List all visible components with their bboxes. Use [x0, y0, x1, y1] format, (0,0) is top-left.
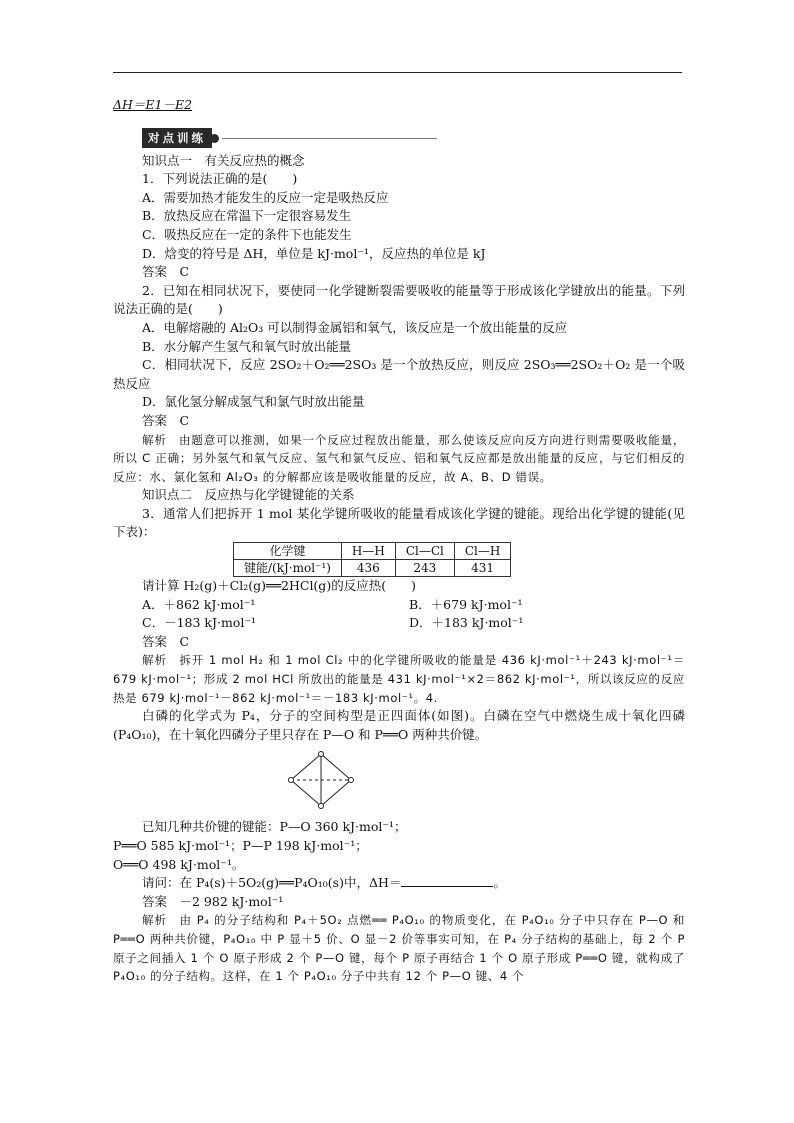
table-cell: Cl—Cl — [395, 543, 454, 560]
q4-stem: 白磷的化学式为 P₄，分子的空间构型是正四面体(如图)。白磷在空气中燃烧生成十氧化四磷(P₄O₁₀)，在十氧化四磷分子里只存在 P—O 和 P══O 两种共价键。 — [113, 708, 685, 742]
tetrahedron-diagram — [281, 748, 361, 818]
q2-answer: 答案 C — [142, 412, 190, 428]
q2-stem: 2．已知在相同状况下，要使同一化学键断裂需要吸收的能量等于形成该化学键放出的能量。下列说法正确的是( ) — [113, 282, 685, 317]
q4-question — [113, 874, 685, 893]
q3-options-row-2 — [113, 614, 685, 633]
q3-stem: 3．通常人们把拆开 1 mol 某化学键所吸收的能量看成该化学键的键能。现给出化学键的键能(见下表)： — [113, 505, 685, 540]
q4-question-text: 请问：在 P₄(s)＋5O₂(g)══P₄O₁₀(s)中，ΔH＝ — [142, 875, 402, 891]
q1-stem: 1．下列说法正确的是( ) — [142, 171, 298, 187]
q1-option-b: B．放热反应在常温下一定很容易发生 — [142, 208, 352, 224]
q3-option-c: C．－183 kJ·mol⁻¹ — [142, 615, 256, 631]
table-cell: 436 — [341, 560, 395, 577]
q4-bonds-line-3: O══O 498 kJ·mol⁻¹。 — [113, 856, 245, 872]
q3-solution: 解析 拆开 1 mol H₂ 和 1 mol Cl₂ 中的化学键所吸收的能量是 436 kJ·mol⁻¹＋243 kJ·mol⁻¹＝679 kJ·mol⁻¹；形成 2 mol HCl 所放出的能量是 431 kJ·mol⁻¹×2＝862 kJ·mol⁻¹，所以该反应的反应热是 679 kJ·mol⁻¹－862 kJ·mol⁻¹＝－183 kJ·mol⁻¹。4. — [113, 653, 685, 705]
knowledge-point-2: 知识点二 反应热与化学键键能的关系 — [142, 487, 355, 503]
q1-option-a: A．需要加热才能发生的反应一定是吸热反应 — [142, 189, 389, 205]
section-tag: 对点训练 — [142, 128, 212, 149]
q1-answer: 答案 C — [142, 264, 190, 280]
bullet-dot-icon — [210, 134, 219, 143]
q4-question-end: 。 — [493, 875, 506, 891]
table-row — [234, 560, 511, 577]
answer-blank — [401, 874, 493, 887]
q3-option-b: B．＋679 kJ·mol⁻¹ — [409, 596, 523, 612]
q3-question: 请计算 H₂(g)＋Cl₂(g)══2HCl(g)的反应热( ) — [142, 578, 416, 594]
q4-solution: 解析 由 P₄ 的分子结构和 P₄＋5O₂ 点燃══ P₄O₁₀ 的物质变化，在 P₄O₁₀ 分子中只存在 P—O 和 P══O 两种共价键，P₄O₁₀ 中 P 显＋5 价、O 显－2 价等事实可知，在 P₄ 分子结构的基础上，每 2 个 P 原子之间插入 1 个 O 原子形成 2 个 P—O 键，每个 P 原子再结合 1 个 O 原子形成 P══O 键，就构成了 P₄O₁₀ 的分子结构。这样，在 1 个 P₄O₁₀ 分子中共有 12 个 P—O 键、4 个 — [113, 913, 685, 984]
q3-option-a: A．＋862 kJ·mol⁻¹ — [142, 596, 256, 612]
p4-tetrahedron-figure — [113, 744, 685, 818]
q1-option-d: D．焓变的符号是 ΔH，单位是 kJ·mol⁻¹，反应热的单位是 kJ — [142, 245, 486, 261]
table-cell: H—H — [341, 543, 395, 560]
formula-text: ΔH＝E1－E2 — [113, 97, 193, 112]
table-header-row — [234, 543, 511, 560]
q2-option-d: D．氯化氢分解成氢气和氯气时放出能量 — [142, 394, 365, 410]
q3-answer: 答案 C — [142, 633, 190, 649]
table-cell: 键能/(kJ·mol⁻¹) — [234, 560, 342, 577]
q2-solution: 解析 由题意可以推测，如果一个反应过程放出能量，那么使该反应向反方向进行则需要吸收能量，所以 C 正确；另外氢气和氧气反应、氢气和氯气反应、铝和氧气反应都是放出能量的反应，与它们相反的反应：水、氯化氢和 Al₂O₃ 的分解都应该是吸收能量的反应，故 A、B、D 错误。 — [113, 432, 685, 484]
q2-option-c: C．相同状况下，反应 2SO₂＋O₂══2SO₃ 是一个放热反应，则反应 2SO₃══2SO₂＋O₂ 是一个吸热反应 — [113, 357, 685, 391]
page-content — [113, 96, 685, 986]
q1-option-c: C．吸热反应在一定的条件下也能发生 — [142, 226, 352, 242]
section-rule — [222, 138, 437, 139]
q3-option-d: D．＋183 kJ·mol⁻¹ — [409, 615, 524, 631]
q2-option-a: A．电解熔融的 Al₂O₃ 可以制得金属铝和氧气，该反应是一个放出能量的反应 — [142, 319, 568, 335]
q4-bonds-line-1: 已知几种共价键的键能：P—O 360 kJ·mol⁻¹； — [142, 819, 407, 835]
q2-option-b: B．水分解产生氢气和氧气时放出能量 — [142, 338, 352, 354]
q4-answer: 答案 －2 982 kJ·mol⁻¹ — [142, 893, 284, 909]
header-rule — [113, 72, 682, 73]
section-banner — [142, 129, 685, 148]
bond-energy-table — [233, 542, 511, 577]
q3-options-row-1 — [113, 596, 685, 615]
table-cell: Cl—H — [454, 543, 510, 560]
q4-bonds-line-2: P══O 585 kJ·mol⁻¹；P—P 198 kJ·mol⁻¹； — [113, 838, 368, 853]
table-cell: 431 — [454, 560, 510, 577]
table-cell: 化学键 — [234, 543, 342, 560]
table-cell: 243 — [395, 560, 454, 577]
knowledge-point-1: 知识点一 有关反应热的概念 — [142, 152, 305, 168]
enthalpy-formula — [113, 96, 685, 115]
